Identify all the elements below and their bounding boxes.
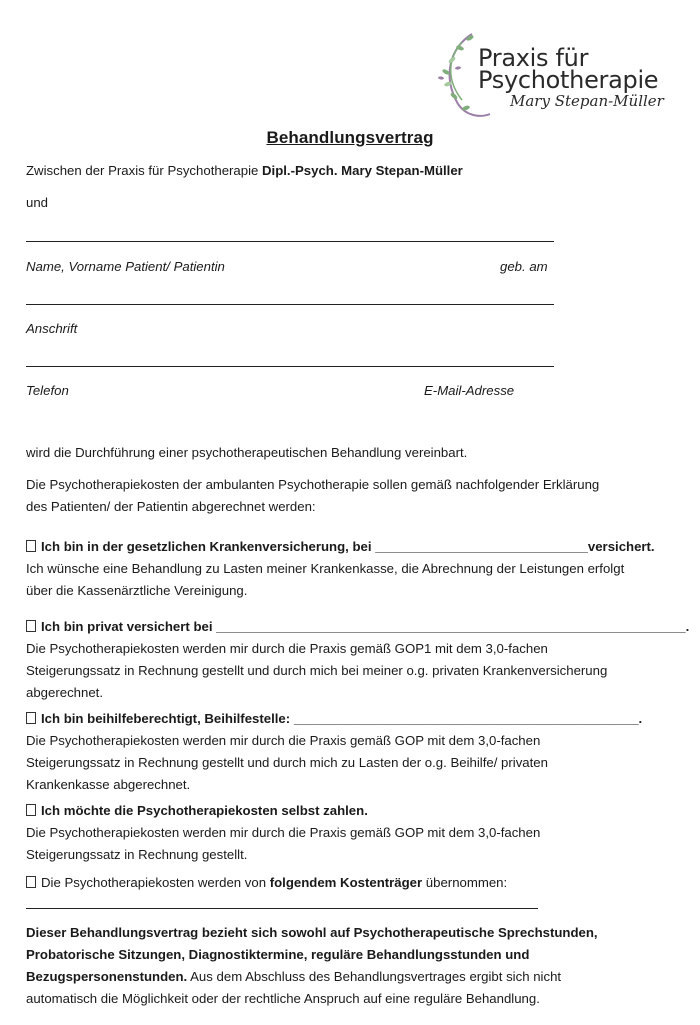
beihilfe-line-2: Steigerungssatz in Rechnung gestellt und durch mich zu Lasten der o.g. Beihilfe/ privaten [26, 755, 548, 770]
intro-line [26, 160, 463, 182]
beihilfe-office-blank[interactable]: _______________________________________________ [293, 711, 639, 726]
logo-line-2: Psychotherapie [478, 66, 659, 94]
statutory-insurer-blank[interactable]: _____________________________ [375, 539, 588, 554]
option-self-pay [26, 800, 666, 866]
scope-line-3-bold: Bezugspersonenstunden. [26, 969, 188, 984]
private-line-3: abgerechnet. [26, 685, 103, 700]
scope-paragraph [26, 922, 666, 1010]
phone-label: Telefon [26, 383, 69, 398]
therapist-name: Dipl.-Psych. Mary Stepan-Müller [262, 163, 463, 178]
third-party-suffix: übernommen: [422, 875, 508, 890]
statutory-line-2: über die Kassenärztliche Vereinigung. [26, 583, 248, 598]
billing-intro-line-1: Die Psychotherapiekosten der ambulanten Psychotherapie sollen gemäß nachfolgender Erklärung [26, 477, 600, 492]
address-signature-line[interactable] [26, 304, 554, 305]
beihilfe-checkbox[interactable] [26, 712, 36, 724]
name-signature-line[interactable] [26, 241, 554, 242]
option-third-party [26, 872, 666, 894]
intro-und: und [26, 195, 49, 210]
third-party-prefix: Die Psychotherapiekosten werden von [41, 875, 270, 890]
private-heading-prefix: Ich bin privat versichert bei [41, 619, 217, 634]
beihilfe-line-3: Krankenkasse abgerechnet. [26, 777, 191, 792]
third-party-bold: folgendem Kostenträger [269, 875, 423, 890]
name-label: Name, Vorname Patient/ Patientin [26, 259, 225, 274]
scope-line-1: Dieser Behandlungsvertrag bezieht sich sowohl auf Psychotherapeutische Sprechstunden, [26, 925, 598, 940]
page-title: Behandlungsvertrag [266, 128, 434, 147]
self-pay-heading: Ich möchte die Psychotherapiekosten selbst zahlen. [41, 803, 368, 818]
option-beihilfe [26, 708, 666, 796]
self-pay-line-2: Steigerungssatz in Rechnung gestellt. [26, 847, 248, 862]
statutory-heading-prefix: Ich bin in der gesetzlichen Krankenversicherung, bei [41, 539, 376, 554]
private-checkbox[interactable] [26, 620, 36, 632]
third-party-checkbox[interactable] [26, 876, 36, 888]
beihilfe-heading-prefix: Ich bin beihilfeberechtigt, Beihilfestelle: [41, 711, 294, 726]
intro-prefix: Zwischen der Praxis für Psychotherapie [26, 163, 263, 178]
statutory-line-1: Ich wünsche eine Behandlung zu Lasten meiner Krankenkasse, die Abrechnung der Leistungen erfolgt [26, 561, 625, 576]
scope-line-2: Probatorische Sitzungen, Diagnostiktermine, reguläre Behandlungsstunden und [26, 947, 530, 962]
birth-label: geb. am [500, 259, 548, 274]
billing-intro-line-2: des Patienten/ der Patientin abgerechnet werden: [26, 499, 316, 514]
logo-signature: Mary Stepan-Müller [510, 92, 664, 110]
self-pay-line-1: Die Psychotherapiekosten werden mir durch die Praxis gemäß GOP mit dem 3,0-fachen [26, 825, 541, 840]
address-label: Anschrift [26, 321, 78, 336]
billing-intro [26, 474, 666, 518]
private-line-2: Steigerungssatz in Rechnung gestellt und durch mich bei meiner o.g. privaten Krankenversicherung [26, 663, 608, 678]
agreement-text: wird die Durchführung einer psychotherapeutischen Behandlung vereinbart. [26, 445, 468, 460]
logo-line-1: Praxis für [478, 44, 589, 72]
statutory-heading-suffix: versichert. [587, 539, 655, 554]
cost-bearer-line[interactable] [26, 908, 538, 909]
private-insurer-blank[interactable]: ________________________________________________________________ [216, 619, 686, 634]
option-statutory [26, 536, 666, 602]
email-label: E-Mail-Adresse [424, 383, 515, 398]
option-private [26, 616, 690, 704]
self-pay-checkbox[interactable] [26, 804, 36, 816]
private-line-1: Die Psychotherapiekosten werden mir durch die Praxis gemäß GOP1 mit dem 3,0-fachen [26, 641, 548, 656]
scope-line-4: automatisch die Möglichkeit oder der rechtliche Anspruch auf eine reguläre Behandlung. [26, 991, 540, 1006]
beihilfe-line-1: Die Psychotherapiekosten werden mir durch die Praxis gemäß GOP mit dem 3,0-fachen [26, 733, 541, 748]
contact-signature-line[interactable] [26, 366, 554, 367]
private-heading-suffix: . [685, 619, 690, 634]
beihilfe-heading-suffix: . [638, 711, 643, 726]
statutory-checkbox[interactable] [26, 540, 36, 552]
scope-line-3-rest: Aus dem Abschluss des Behandlungsvertrages ergibt sich nicht [187, 969, 562, 984]
practice-logo [432, 28, 672, 123]
